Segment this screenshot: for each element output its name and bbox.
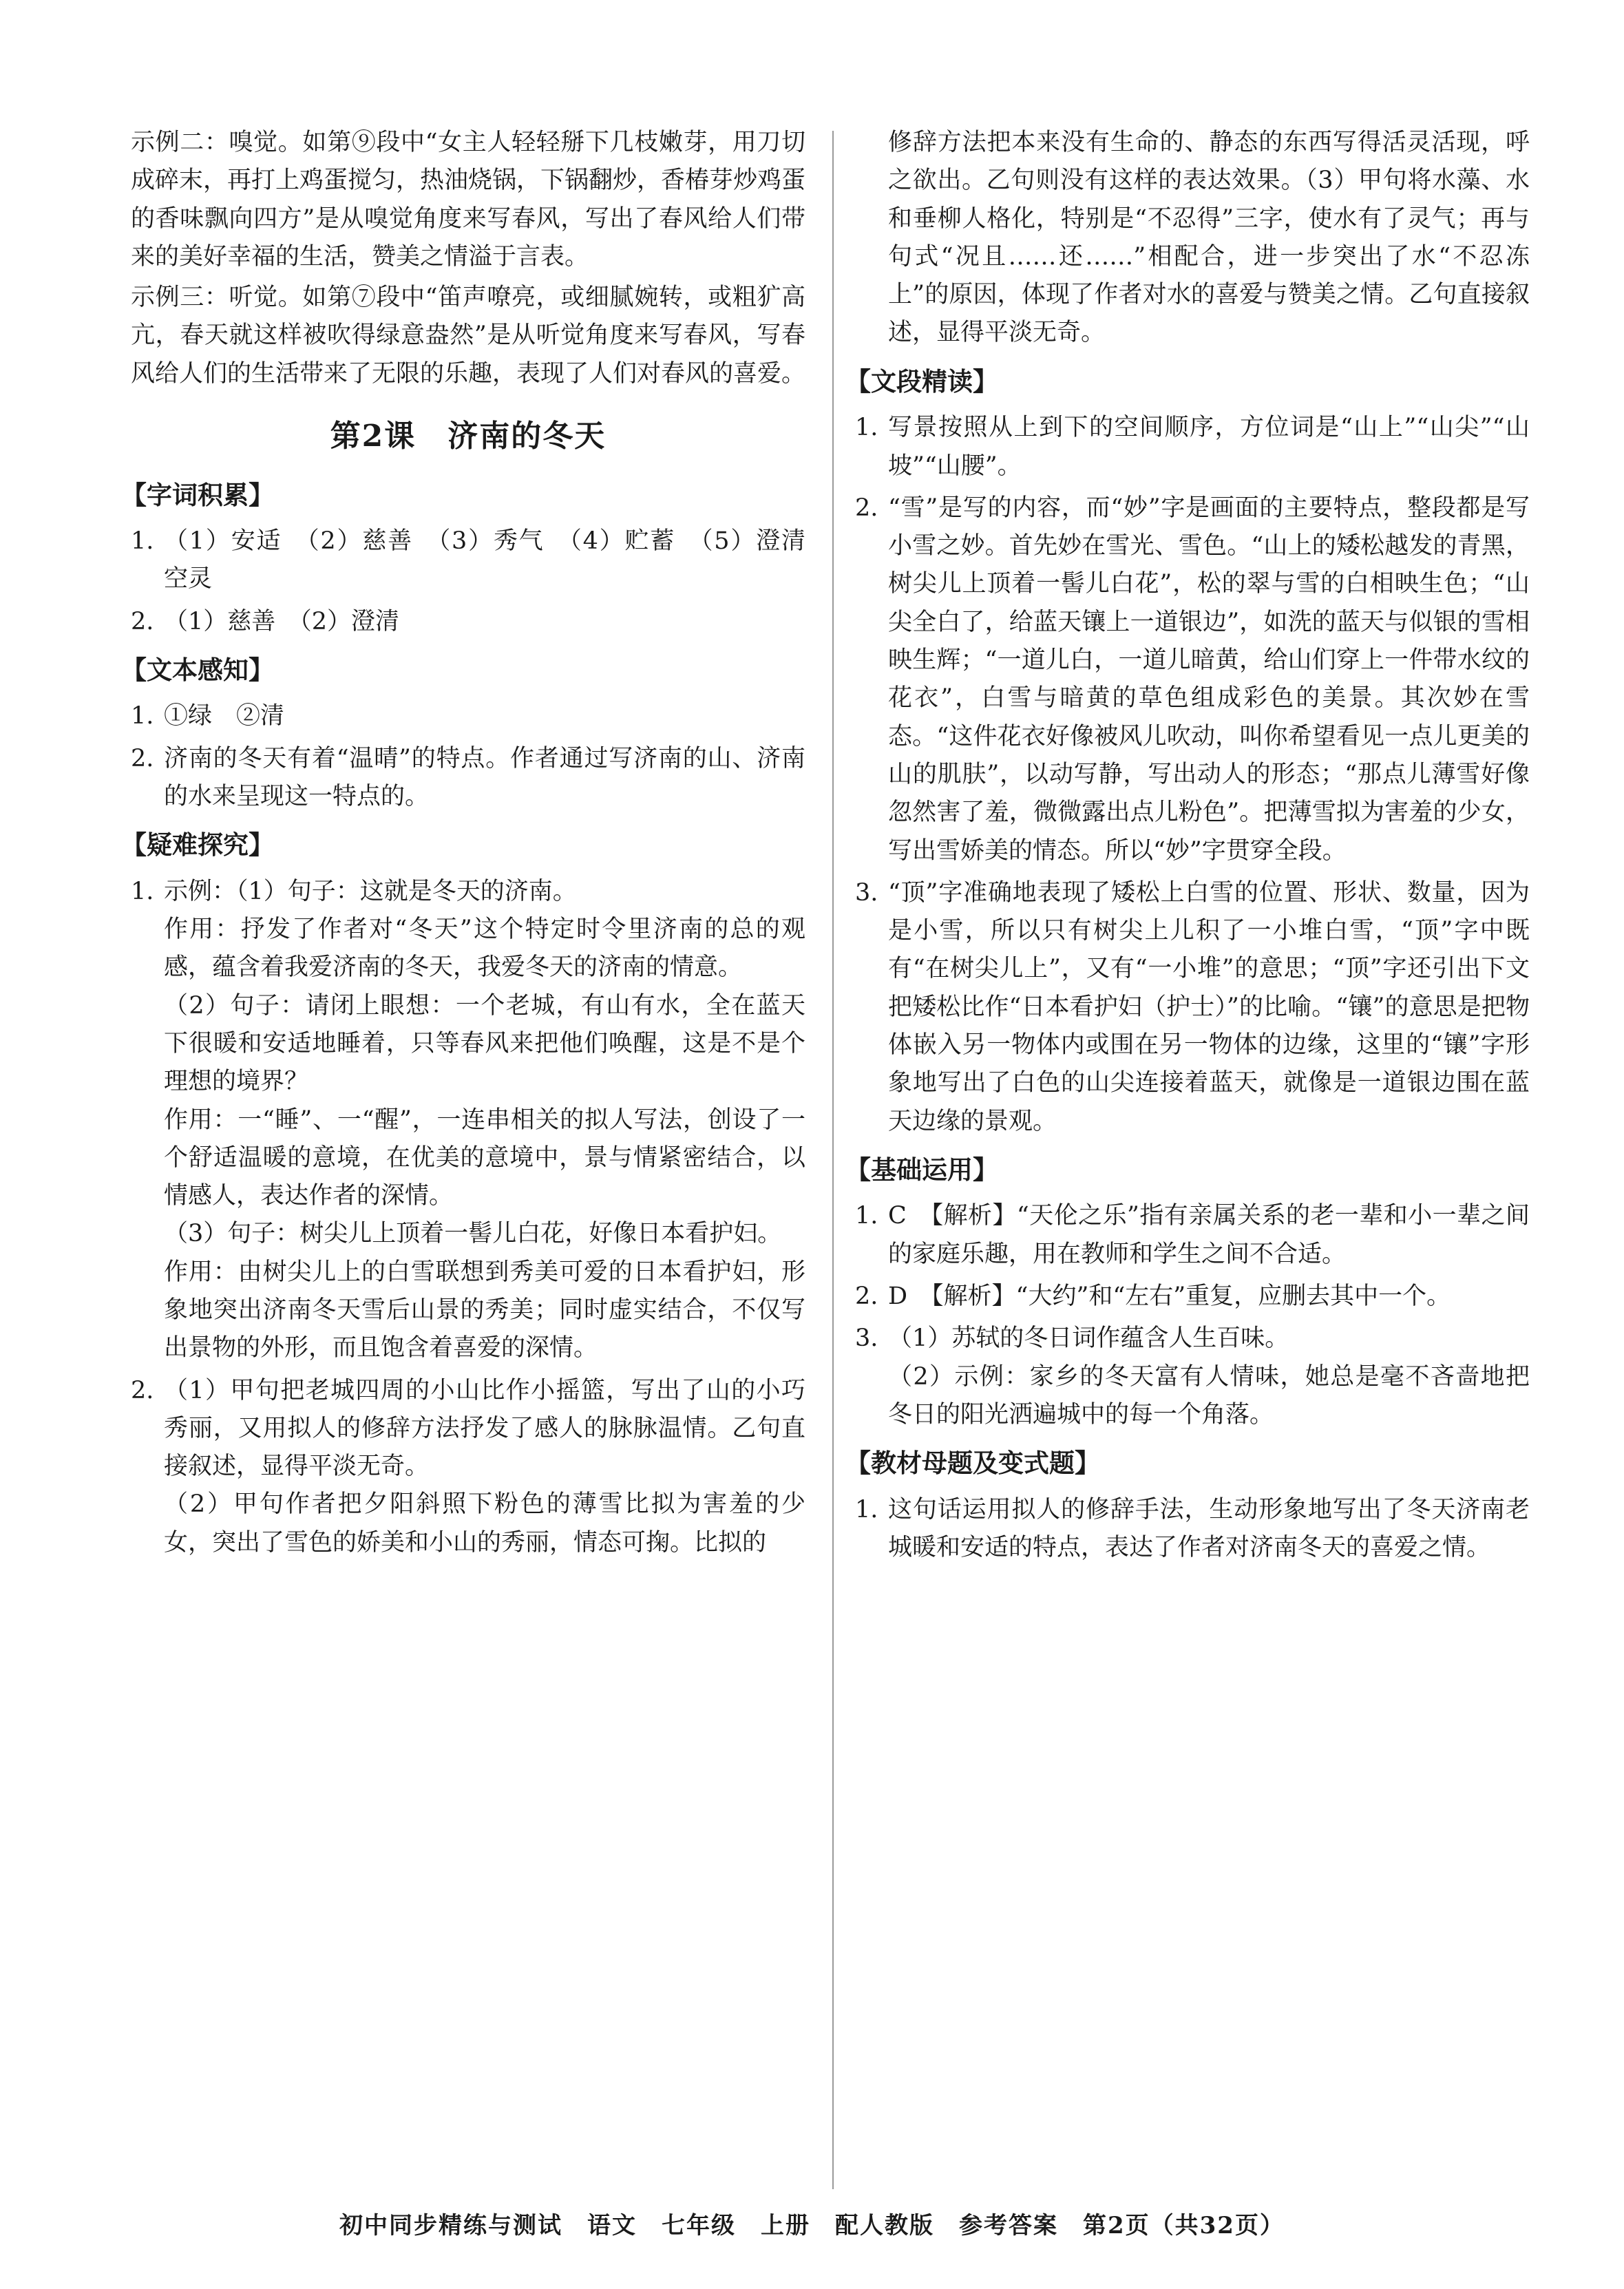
item-line: （1）苏轼的冬日词作蕴含人生百味。: [888, 1325, 1289, 1353]
item-number: 1.: [131, 702, 154, 730]
item-number: 3.: [855, 1325, 878, 1353]
section-title-vocabulary: 【字词积累】: [121, 480, 274, 510]
item-text: ①绿 ②清: [164, 702, 285, 730]
continued-text: 修辞方法把本来没有生命的、静态的东西写得活灵活现，呼之欲出。乙句则没有这样的表达效果。（3）甲句将水藻、水和垂柳人格化，特别是“不忍得”三字，使水有了灵气；再与句式“况且……还……”相配合，进一步突出了水“不忍冻上”的原因，体现了作者对水的喜爱与赞美之情。乙句直接叙述，显得平淡无奇。: [888, 129, 1530, 347]
item-body: [164, 873, 805, 1368]
list-item: [855, 409, 1530, 485]
item-text: D 【解析】“大约”和“左右”重复，应删去其中一个。: [888, 1282, 1451, 1310]
item-text: （1）安适 （2）慈善 （3）秀气 （4）贮蓄 （5）澄清 空灵: [164, 527, 830, 593]
item-line: （2）甲句作者把夕阳斜照下粉色的薄雪比拟为害羞的少女，突出了雪色的娇美和小山的秀丽，情态可掬。比拟的: [164, 1490, 805, 1557]
item-text: （1）慈善 （2）澄清: [164, 607, 400, 635]
list-item: [855, 489, 1530, 870]
item-line: （1）甲句把老城四周的小山比作小摇篮，写出了山的小巧秀丽，又用拟人的修辞方法抒发了感人的脉脉温情。乙句直接叙述，显得平淡无奇。: [164, 1376, 805, 1481]
item-number: 2.: [855, 494, 878, 522]
item-line: （2）示例：家乡的冬天富有人情味，她总是毫不吝啬地把冬日的阳光洒遍城中的每一个角落。: [888, 1362, 1530, 1428]
section-title-text-perception: 【文本感知】: [121, 655, 274, 685]
item-line: 作用：一“睡”、一“醒”，一连串相关的拟人写法，创设了一个舒适温暖的意境，在优美的意境中，景与情紧密结合，以情感人，表达作者的深情。: [164, 1106, 805, 1210]
list-item: [855, 1197, 1530, 1274]
item-number: 2.: [131, 607, 154, 635]
section-title-textbook-questions: 【教材母题及变式题】: [845, 1448, 1100, 1479]
lesson-title: 第2课 济南的冬天: [330, 419, 607, 454]
item-number: 1.: [131, 527, 154, 556]
item-number: 1.: [855, 414, 878, 442]
list-item: [855, 1491, 1530, 1568]
item-number: 3.: [855, 878, 878, 907]
item-body: [888, 1320, 1530, 1434]
item-text: “雪”是写的内容，而“妙”字是画面的主要特点，整段都是写小雪之妙。首先妙在雪光、雪色。“山上的矮松越发的青黑，树尖儿上顶着一髻儿白花”，松的翠与雪的白相映生色；“山尖全白了，给蓝天镶上一道银边”，如洗的蓝天与似银的雪相映生辉；“一道儿白，一道儿暗黄，给山们穿上一件带水纹的花衣”，白雪与暗黄的草色组成彩色的美景。其次妙在雪态。“这件花衣好像被风儿吹动，叫你希望看见一点儿更美的山的肌肤”，以动写静，写出动人的形态；“那点儿薄雪好像忽然害了羞，微微露出点儿粉色”。把薄雪拟为害羞的少女，写出雪娇美的情态。所以“妙”字贯穿全段。: [888, 494, 1530, 865]
list-item: [131, 523, 830, 599]
item-number: 2.: [855, 1282, 878, 1310]
item-text: 写景按照从上到下的空间顺序，方位词是“山上”“山尖”“山坡”“山腰”。: [888, 414, 1530, 480]
list-item: [131, 1372, 805, 1562]
list-item: [131, 697, 805, 735]
item-line: （3）句子：树尖儿上顶着一髻儿白花，好像日本看护妇。: [164, 1220, 782, 1248]
page-footer: 初中同步精练与测试 语文 七年级 上册 配人教版 参考答案 第2页（共32页）: [339, 2212, 1285, 2239]
column-divider: [832, 131, 834, 2189]
section-title-close-reading: 【文段精读】: [845, 366, 998, 397]
list-item: [855, 1320, 1530, 1434]
right-column: [845, 124, 1530, 1571]
item-text: 济南的冬天有着“温晴”的特点。作者通过写济南的山、济南的水来呈现这一特点的。: [164, 744, 805, 810]
item-number: 2.: [131, 744, 154, 772]
section-title-basic-application: 【基础运用】: [845, 1154, 998, 1185]
item-number: 1.: [855, 1202, 878, 1230]
item-line: （2）句子：请闭上眼想：一个老城，有山有水，全在蓝天下很暖和安适地睡着，只等春风来把他们唤醒，这是不是个理想的境界？: [164, 991, 805, 1096]
example-smell: 示例二：嗅觉。如第⑨段中“女主人轻轻掰下几枝嫩芽，用刀切成碎末，再打上鸡蛋搅匀，热油烧锅，下锅翻炒，香椿芽炒鸡蛋的香味飘向四方”是从嗅觉角度来写春风，写出了春风给人们带来的美好幸福的生活，赞美之情溢于言表。: [131, 129, 806, 271]
section-title-difficult-inquiry: 【疑难探究】: [121, 830, 274, 861]
item-line: 示例：（1）句子：这就是冬天的济南。: [164, 877, 577, 905]
list-item: [855, 1278, 1530, 1316]
list-item: [131, 603, 805, 641]
item-text: C 【解析】“天伦之乐”指有亲属关系的老一辈和小一辈之间的家庭乐趣，用在教师和学生之间不合适。: [888, 1202, 1530, 1268]
item-number: 2.: [131, 1376, 154, 1404]
item-text: 这句话运用拟人的修辞手法，生动形象地写出了冬天济南老城暖和安适的特点，表达了作者对济南冬天的喜爱之情。: [888, 1495, 1530, 1561]
example-hearing: 示例三：听觉。如第⑦段中“笛声嘹亮，或细腻婉转，或粗犷高亢，春天就这样被吹得绿意盎然”是从听觉角度来写春风，写春风给人们的生活带来了无限的乐趣，表现了人们对春风的喜爱。: [131, 284, 806, 388]
item-line: 作用：抒发了作者对“冬天”这个特定时令里济南的总的观感，蕴含着我爱济南的冬天，我爱冬天的济南的情意。: [164, 916, 805, 982]
item-number: 1.: [855, 1495, 878, 1523]
list-item: [855, 874, 1530, 1141]
left-column: [121, 124, 830, 1566]
item-text: “顶”字准确地表现了矮松上白雪的位置、形状、数量，因为是小雪，所以只有树尖上儿积了一小堆白雪，“顶”字中既有“在树尖儿上”，又有“一小堆”的意思；“顶”字还引出下文把矮松比作“日本看护妇（护士）”的比喻。“镶”的意思是把物体嵌入另一物体内或围在另一物体的边缘，这里的“镶”字形象地写出了白色的山尖连接着蓝天，就像是一道银边围在蓝天边缘的景观。: [888, 878, 1530, 1135]
list-item: [131, 873, 805, 1368]
item-body: [164, 1372, 805, 1562]
item-line: 作用：由树尖儿上的白雪联想到秀美可爱的日本看护妇，形象地突出济南冬天雪后山景的秀美；同时虚实结合，不仅写出景物的外形，而且饱含着喜爱的深情。: [164, 1258, 805, 1362]
list-item: [131, 740, 805, 816]
item-number: 1.: [131, 877, 154, 905]
